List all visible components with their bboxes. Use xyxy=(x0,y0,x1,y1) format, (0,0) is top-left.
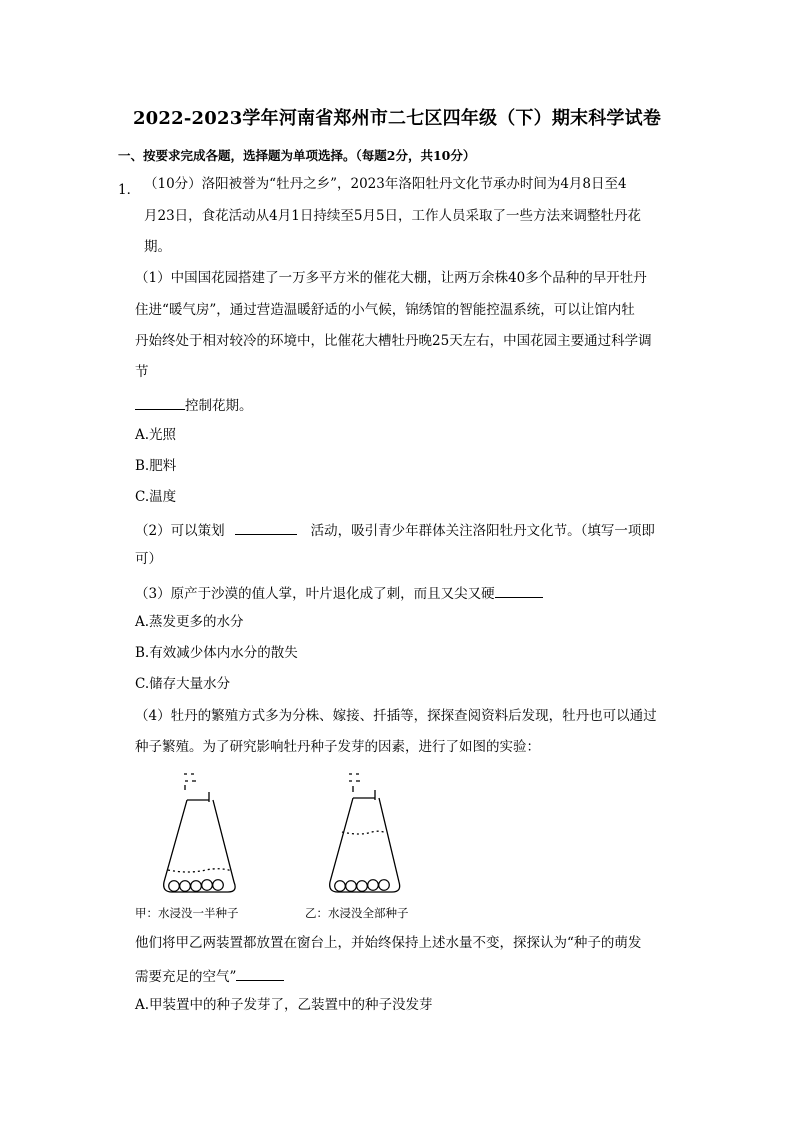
part1-blank-suffix: 控制花期。 xyxy=(185,398,253,414)
part1-line-2: 住进“暖气房”，通过营造温暖舒适的小气候，锦绣馆的智能控温系统，可以让馆内牡 xyxy=(135,302,635,318)
answer-blank-2[interactable] xyxy=(235,522,297,535)
flask-a-illustration xyxy=(158,770,242,896)
question-intro-line-3: 期。 xyxy=(144,239,171,255)
part4-option-a: A.甲装置中的种子发芽了，乙装置中的种子没发芽 xyxy=(135,997,433,1013)
section-header: 一、按要求完成各题，选择题为单项选择。（每题2分，共10分） xyxy=(118,148,476,163)
part1-option-c: C.温度 xyxy=(135,489,177,505)
answer-blank-3[interactable] xyxy=(495,585,543,598)
part4-conclusion-text: 需要充足的空气” xyxy=(135,969,237,985)
part4-conclusion-line-1: 他们将甲乙两装置都放置在窗台上，并始终保持上述水量不变，探探认为“种子的萌发 xyxy=(135,935,642,951)
part2-prefix: （2）可以策划 xyxy=(135,523,225,539)
part1-line-1: （1）中国国花园搭建了一万多平方米的催花大棚，让两万余株40多个品种的早开牡丹 xyxy=(135,270,647,286)
part3-option-a: A.蒸发更多的水分 xyxy=(135,614,244,630)
part1-line-4: 节 xyxy=(135,364,149,380)
part1-option-b: B.肥料 xyxy=(135,458,177,474)
part1-option-a: A.光照 xyxy=(135,427,177,443)
question-intro-line-1: （10分）洛阳被誉为“牡丹之乡”，2023年洛阳牡丹文化节承办时间为4月8日至4 xyxy=(144,176,627,192)
part1-line-3: 丹始终处于相对较冷的环境中，比催花大槽牡丹晚25天左右，中国花园主要通过科学调 xyxy=(135,333,652,349)
flask-b-illustration xyxy=(322,770,406,896)
part4-line-1: （4）牡丹的繁殖方式多为分株、嫁接、扦插等，探探查阅资料后发现，牡丹也可以通过 xyxy=(135,708,657,724)
flask-a-caption: 甲：水浸没一半种子 xyxy=(135,906,239,920)
part3-line xyxy=(135,585,543,602)
part1-blank-line xyxy=(135,397,253,414)
part2-line-1 xyxy=(135,522,655,539)
flask-b-caption: 乙：水浸没全部种子 xyxy=(305,906,409,920)
part3-option-b: B.有效减少体内水分的散失 xyxy=(135,645,298,661)
part4-conclusion-line-2 xyxy=(135,968,284,985)
answer-blank-1[interactable] xyxy=(135,397,185,410)
part4-line-2: 种子繁殖。为了研究影响牡丹种子发芽的因素，进行了如图的实验： xyxy=(135,739,540,755)
question-intro-line-2: 月23日，食花活动从4月1日持续至5月5日，工作人员采取了一些方法来调整牡丹花 xyxy=(144,208,642,224)
part2-line-2: 可） xyxy=(135,551,162,567)
part2-suffix: 活动，吸引青少年群体关注洛阳牡丹文化节。（填写一项即 xyxy=(310,523,655,539)
answer-blank-4[interactable] xyxy=(236,968,284,981)
part3-text: （3）原产于沙漠的值人掌，叶片退化成了刺，而且又尖又硬 xyxy=(135,586,495,602)
question-number: 1． xyxy=(118,182,141,198)
exam-title: 2022-2023学年河南省郑州市二七区四年级（下）期末科学试卷 xyxy=(132,108,662,129)
part3-option-c: C.储存大量水分 xyxy=(135,676,231,692)
